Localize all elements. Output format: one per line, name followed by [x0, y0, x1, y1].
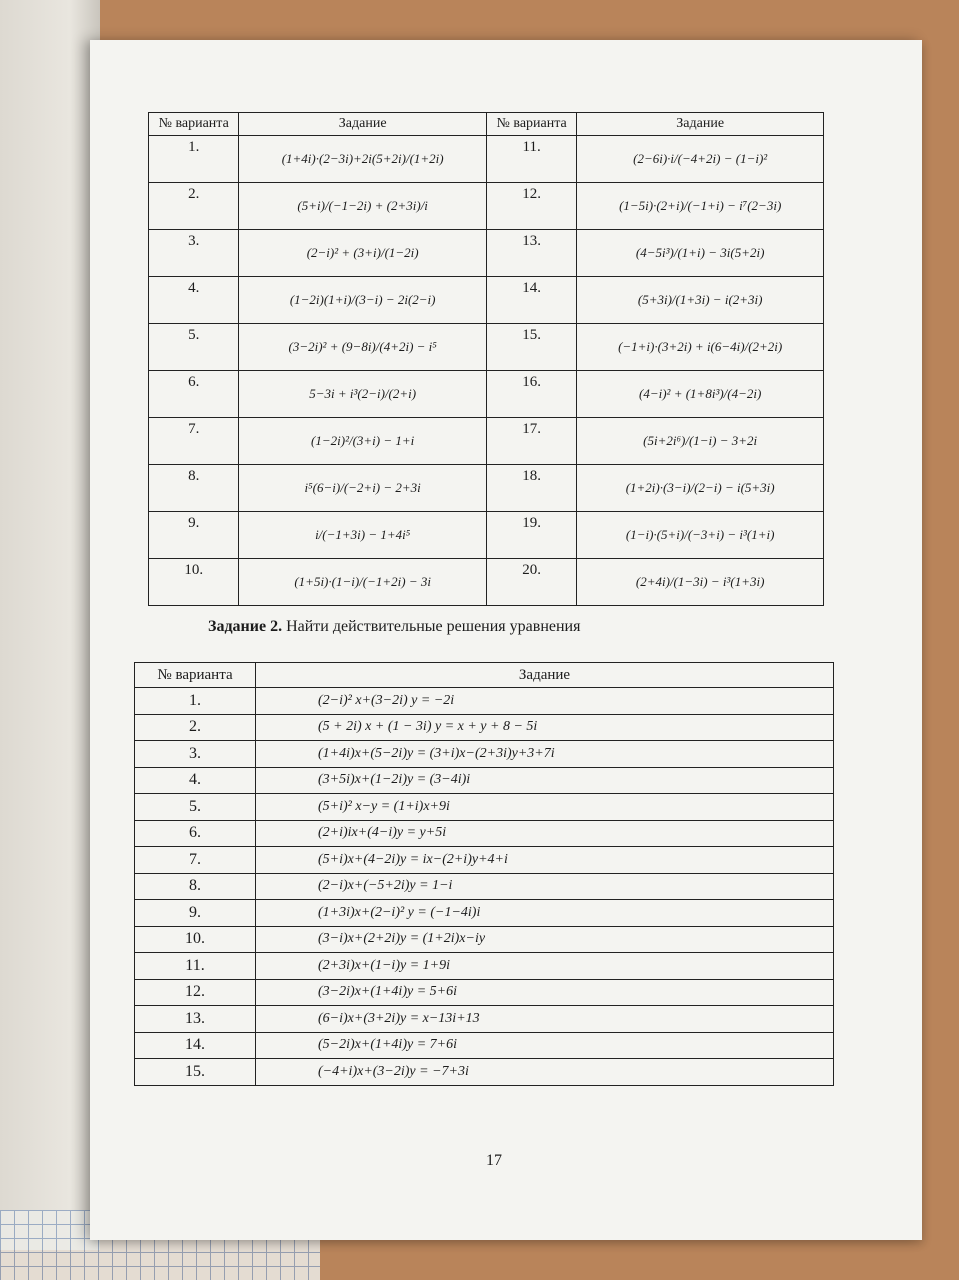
- table-row: [149, 136, 824, 183]
- table-row: [135, 900, 834, 927]
- task-expression: (1+4i)·(2−3i)+2i(5+2i)/(1+2i): [239, 136, 487, 183]
- task-expression: (5+3i)/(1+3i) − i(2+3i): [577, 277, 824, 324]
- equation: (5+i)² x−y = (1+i)x+9i: [256, 794, 834, 821]
- table-row: [135, 926, 834, 953]
- task-2-heading: [208, 618, 580, 636]
- table-row: [135, 714, 834, 741]
- task-expression: (3−2i)² + (9−8i)/(4+2i) − i⁵: [239, 324, 487, 371]
- variant-number: 17.: [486, 418, 576, 465]
- page-number: 17: [486, 1152, 502, 1169]
- equation: (2+3i)x+(1−i)y = 1+9i: [256, 953, 834, 980]
- task-expression: (1+5i)·(1−i)/(−1+2i) − 3i: [239, 559, 487, 606]
- equation: (5+i)x+(4−2i)y = ix−(2+i)y+4+i: [256, 847, 834, 874]
- task-expression: (2−6i)·i/(−4+2i) − (1−i)²: [577, 136, 824, 183]
- variant-number: 20.: [486, 559, 576, 606]
- equation: (2+i)ix+(4−i)y = y+5i: [256, 820, 834, 847]
- variant-number: 4.: [149, 277, 239, 324]
- task-expression: (−1+i)·(3+2i) + i(6−4i)/(2+2i): [577, 324, 824, 371]
- variant-number: 1.: [135, 688, 256, 715]
- table-row: [149, 277, 824, 324]
- task-expression: (2+4i)/(1−3i) − i³(1+3i): [577, 559, 824, 606]
- table-row: [135, 873, 834, 900]
- table-row: [135, 979, 834, 1006]
- variant-number: 11.: [135, 953, 256, 980]
- table-row: [135, 1006, 834, 1033]
- variant-number: 3.: [135, 741, 256, 768]
- variant-number: 10.: [135, 926, 256, 953]
- table-row: [135, 847, 834, 874]
- table-header-row: [149, 113, 824, 136]
- variant-number: 8.: [135, 873, 256, 900]
- variant-number: 14.: [135, 1032, 256, 1059]
- table-header-row: [135, 663, 834, 688]
- variant-number: 9.: [149, 512, 239, 559]
- document-page: [90, 40, 922, 1240]
- task-expression: (2−i)² + (3+i)/(1−2i): [239, 230, 487, 277]
- table-row: [135, 688, 834, 715]
- table-row: [149, 559, 824, 606]
- equation: (2−i)x+(−5+2i)y = 1−i: [256, 873, 834, 900]
- previous-page-edge: [0, 0, 100, 1250]
- variant-number: 4.: [135, 767, 256, 794]
- equation: (−4+i)x+(3−2i)y = −7+3i: [256, 1059, 834, 1086]
- task-expression: (1−5i)·(2+i)/(−1+i) − i⁷(2−3i): [577, 183, 824, 230]
- variants-table-2: [134, 662, 834, 1086]
- variant-number: 12.: [486, 183, 576, 230]
- variant-number: 5.: [135, 794, 256, 821]
- table-row: [149, 418, 824, 465]
- variant-number: 2.: [135, 714, 256, 741]
- equation: (3+5i)x+(1−2i)y = (3−4i)i: [256, 767, 834, 794]
- table-row: [135, 741, 834, 768]
- table-row: [135, 953, 834, 980]
- task-expression: 5−3i + i³(2−i)/(2+i): [239, 371, 487, 418]
- task-expression: i⁵(6−i)/(−2+i) − 2+3i: [239, 465, 487, 512]
- task-expression: i/(−1+3i) − 1+4i⁵: [239, 512, 487, 559]
- variants-table-1: [148, 112, 824, 606]
- task-expression: (4−5i³)/(1+i) − 3i(5+2i): [577, 230, 824, 277]
- variant-number: 11.: [486, 136, 576, 183]
- variant-number: 9.: [135, 900, 256, 927]
- equation: (3−2i)x+(1+4i)y = 5+6i: [256, 979, 834, 1006]
- header-task: Задание: [256, 663, 834, 688]
- task-expression: (1+2i)·(3−i)/(2−i) − i(5+3i): [577, 465, 824, 512]
- table-row: [149, 230, 824, 277]
- task-expression: (5i+2i⁶)/(1−i) − 3+2i: [577, 418, 824, 465]
- table-row: [135, 820, 834, 847]
- table-row: [135, 1059, 834, 1086]
- table-row: [149, 183, 824, 230]
- equation: (1+3i)x+(2−i)² y = (−1−4i)i: [256, 900, 834, 927]
- task-2-description: Найти действительные решения уравнения: [282, 618, 581, 635]
- variant-number: 3.: [149, 230, 239, 277]
- variant-number: 13.: [486, 230, 576, 277]
- table-row: [149, 324, 824, 371]
- variant-number: 5.: [149, 324, 239, 371]
- task-expression: (4−i)² + (1+8i³)/(4−2i): [577, 371, 824, 418]
- variant-number: 2.: [149, 183, 239, 230]
- variant-number: 10.: [149, 559, 239, 606]
- header-task-left: Задание: [239, 113, 487, 136]
- variant-number: 15.: [135, 1059, 256, 1086]
- header-task-right: Задание: [577, 113, 824, 136]
- equation: (5−2i)x+(1+4i)y = 7+6i: [256, 1032, 834, 1059]
- variant-number: 7.: [149, 418, 239, 465]
- equation: (6−i)x+(3+2i)y = x−13i+13: [256, 1006, 834, 1033]
- table-row: [149, 465, 824, 512]
- task-expression: (1−i)·(5+i)/(−3+i) − i³(1+i): [577, 512, 824, 559]
- table-row: [135, 767, 834, 794]
- equation: (3−i)x+(2+2i)y = (1+2i)x−iy: [256, 926, 834, 953]
- variant-number: 8.: [149, 465, 239, 512]
- header-variant-right: № варианта: [486, 113, 576, 136]
- equation: (1+4i)x+(5−2i)y = (3+i)x−(2+3i)y+3+7i: [256, 741, 834, 768]
- variant-number: 16.: [486, 371, 576, 418]
- variant-number: 18.: [486, 465, 576, 512]
- equation: (2−i)² x+(3−2i) y = −2i: [256, 688, 834, 715]
- variant-number: 15.: [486, 324, 576, 371]
- variant-number: 6.: [149, 371, 239, 418]
- variant-number: 1.: [149, 136, 239, 183]
- equation: (5 + 2i) x + (1 − 3i) y = x + y + 8 − 5i: [256, 714, 834, 741]
- variant-number: 7.: [135, 847, 256, 874]
- task-expression: (1−2i)²/(3+i) − 1+i: [239, 418, 487, 465]
- variant-number: 19.: [486, 512, 576, 559]
- table-row: [149, 512, 824, 559]
- header-variant: № варианта: [135, 663, 256, 688]
- table-row: [135, 1032, 834, 1059]
- task-expression: (1−2i)(1+i)/(3−i) − 2i(2−i): [239, 277, 487, 324]
- variant-number: 13.: [135, 1006, 256, 1033]
- table-row: [135, 794, 834, 821]
- variant-number: 14.: [486, 277, 576, 324]
- variant-number: 6.: [135, 820, 256, 847]
- table-row: [149, 371, 824, 418]
- header-variant-left: № варианта: [149, 113, 239, 136]
- task-2-label: Задание 2.: [208, 618, 283, 635]
- task-expression: (5+i)/(−1−2i) + (2+3i)/i: [239, 183, 487, 230]
- variant-number: 12.: [135, 979, 256, 1006]
